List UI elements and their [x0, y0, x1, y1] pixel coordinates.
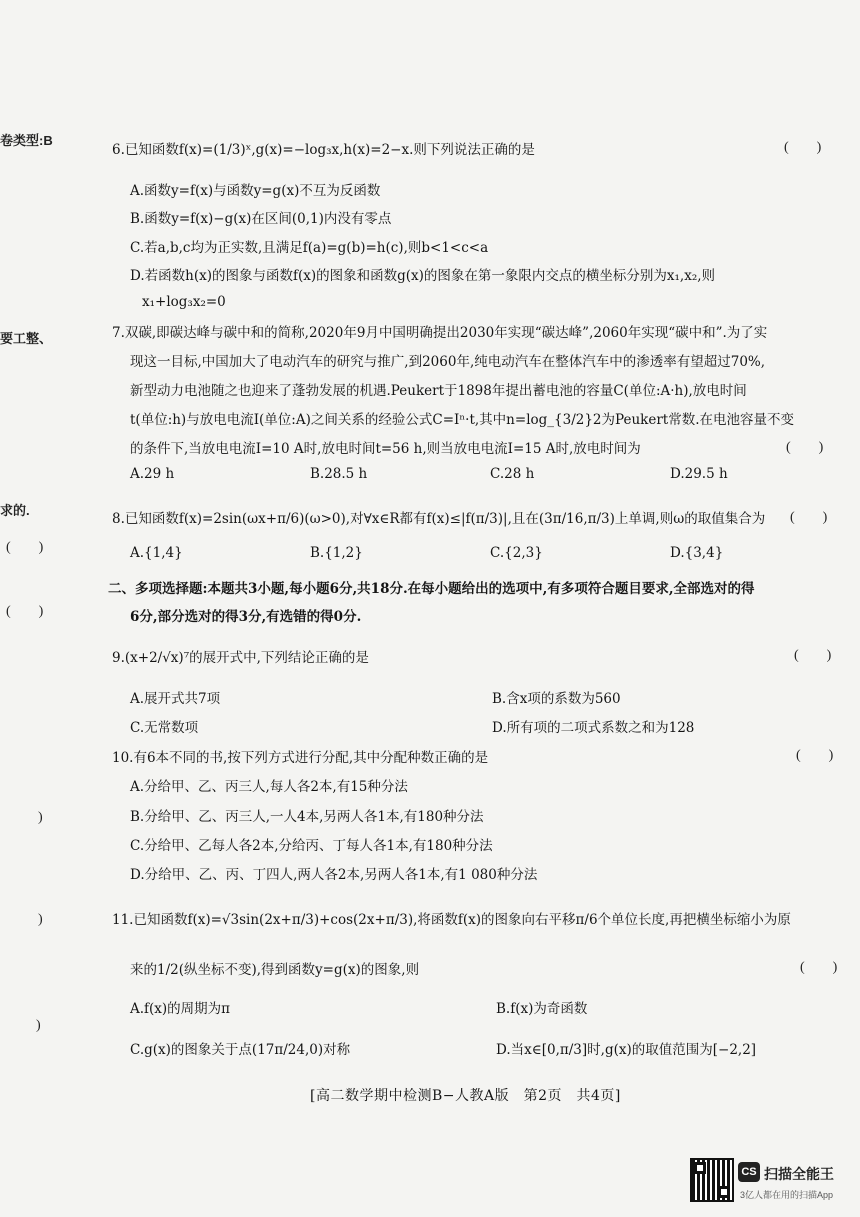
option-a: A.{1,4} [130, 545, 183, 561]
option-c: C.g(x)的图象关于点(17π/24,0)对称 [130, 1042, 351, 1058]
page-footer: [高二数学期中检测B−人教A版 第2页 共4页] [310, 1088, 621, 1104]
option-b: B.f(x)为奇函数 [496, 1001, 588, 1017]
scanner-app-subtitle: 3亿人都在用的扫描App [740, 1190, 834, 1200]
section-2-heading: 二、多项选择题:本题共3小题,每小题6分,共18分.在每小题给出的选项中,有多项符合题目要求,全部选对的得 [108, 581, 755, 597]
answer-paren: ( ) [784, 140, 822, 155]
option-d-continued: x₁+log₃x₂=0 [142, 294, 226, 310]
edge-fragment-exam-type: 卷类型:B [0, 133, 53, 148]
edge-fragment-paren: ) [36, 1018, 41, 1033]
answer-paren: ( ) [794, 648, 832, 663]
option-b: B.含x项的系数为560 [492, 691, 621, 707]
cs-logo-icon: CS [738, 1162, 760, 1182]
scanner-app-title: 扫描全能王 [764, 1166, 834, 1182]
option-d: D.29.5 h [670, 466, 728, 482]
edge-fragment-paren: ) [38, 810, 43, 825]
option-b: B.分给甲、乙、丙三人,一人4本,另两人各1本,有180种分法 [130, 809, 484, 825]
option-d: D.所有项的二项式系数之和为128 [492, 720, 695, 736]
edge-fragment-paren: ( ) [6, 604, 44, 619]
section-2-heading-continued: 6分,部分选对的得3分,有选错的得0分. [130, 609, 362, 625]
option-d: D.当x∈[0,π/3]时,g(x)的取值范围为[−2,2] [496, 1042, 757, 1058]
option-c: C.分给甲、乙每人各2本,分给丙、丁每人各1本,有180种分法 [130, 838, 493, 854]
option-a: A.29 h [130, 466, 175, 482]
option-d: D.若函数h(x)的图象与函数f(x)的图象和函数g(x)的图象在第一象限内交点的横坐标分别为x₁,x₂,则 [130, 268, 716, 284]
answer-paren: ( ) [796, 748, 834, 763]
option-a: A.f(x)的周期为π [130, 1001, 231, 1017]
answer-paren: ( ) [800, 960, 838, 975]
question-7-line: 7.双碳,即碳达峰与碳中和的简称,2020年9月中国明确提出2030年实现“碳达峰”,2060年实现“碳中和”.为了实 [112, 325, 768, 341]
edge-fragment-paren: ) [38, 912, 43, 927]
option-b: B.28.5 h [310, 466, 368, 482]
option-c: C.无常数项 [130, 720, 199, 736]
edge-fragment-require: 求的. [0, 503, 30, 518]
qr-code-icon [690, 1158, 734, 1202]
option-b: B.函数y=f(x)−g(x)在区间(0,1)内没有零点 [130, 211, 392, 227]
option-d: D.{3,4} [670, 545, 724, 561]
option-a: A.函数y=f(x)与函数y=g(x)不互为反函数 [130, 183, 381, 199]
option-c: C.{2,3} [490, 545, 543, 561]
edge-fragment-paren: ( ) [6, 540, 44, 555]
question-11-stem-continued: 来的1/2(纵坐标不变),得到函数y=g(x)的图象,则 [130, 962, 420, 978]
option-b: B.{1,2} [310, 545, 363, 561]
option-a: A.展开式共7项 [130, 691, 221, 707]
question-8-stem: 8.已知函数f(x)=2sin(ωx+π/6)(ω>0),对∀x∈R都有f(x)≤|f(π/3)|,且在(3π/16,π/3)上单调,则ω的取值集合为 [112, 511, 766, 527]
question-11-stem: 11.已知函数f(x)=√3sin(2x+π/3)+cos(2x+π/3),将函数f(x)的图象向右平移π/6个单位长度,再把横坐标缩小为原 [112, 912, 791, 928]
edge-fragment-neat: 要工整、 [0, 331, 53, 346]
option-a: A.分给甲、乙、丙三人,每人各2本,有15种分法 [130, 779, 408, 795]
question-6-stem: 6.已知函数f(x)=(1/3)ˣ,g(x)=−log₃x,h(x)=2−x.则下列说法正确的是 [112, 142, 535, 158]
question-7-line: t(单位:h)与放电电流I(单位:A)之间关系的经验公式C=Iⁿ·t,其中n=log_{3/2}2为Peukert常数.在电池容量不变 [130, 412, 795, 428]
option-c: C.28 h [490, 466, 535, 482]
option-d: D.分给甲、乙、丙、丁四人,两人各2本,另两人各1本,有1 080种分法 [130, 867, 538, 883]
answer-paren: ( ) [786, 440, 824, 455]
option-c: C.若a,b,c均为正实数,且满足f(a)=g(b)=h(c),则b<1<c<a [130, 240, 489, 256]
question-7-line: 的条件下,当放电电流I=10 A时,放电时间t=56 h,则当放电电流I=15 A时,放电时间为 [130, 441, 641, 457]
question-7-line: 现这一目标,中国加大了电动汽车的研究与推广,到2060年,纯电动汽车在整体汽车中的渗透率有望超过70%, [130, 354, 766, 370]
question-9-stem: 9.(x+2/√x)⁷的展开式中,下列结论正确的是 [112, 650, 369, 666]
question-10-stem: 10.有6本不同的书,按下列方式进行分配,其中分配种数正确的是 [112, 750, 489, 766]
answer-paren: ( ) [790, 510, 828, 525]
question-7-line: 新型动力电池随之也迎来了蓬勃发展的机遇.Peukert于1898年提出蓄电池的容量C(单位:A·h),放电时间 [130, 383, 747, 399]
